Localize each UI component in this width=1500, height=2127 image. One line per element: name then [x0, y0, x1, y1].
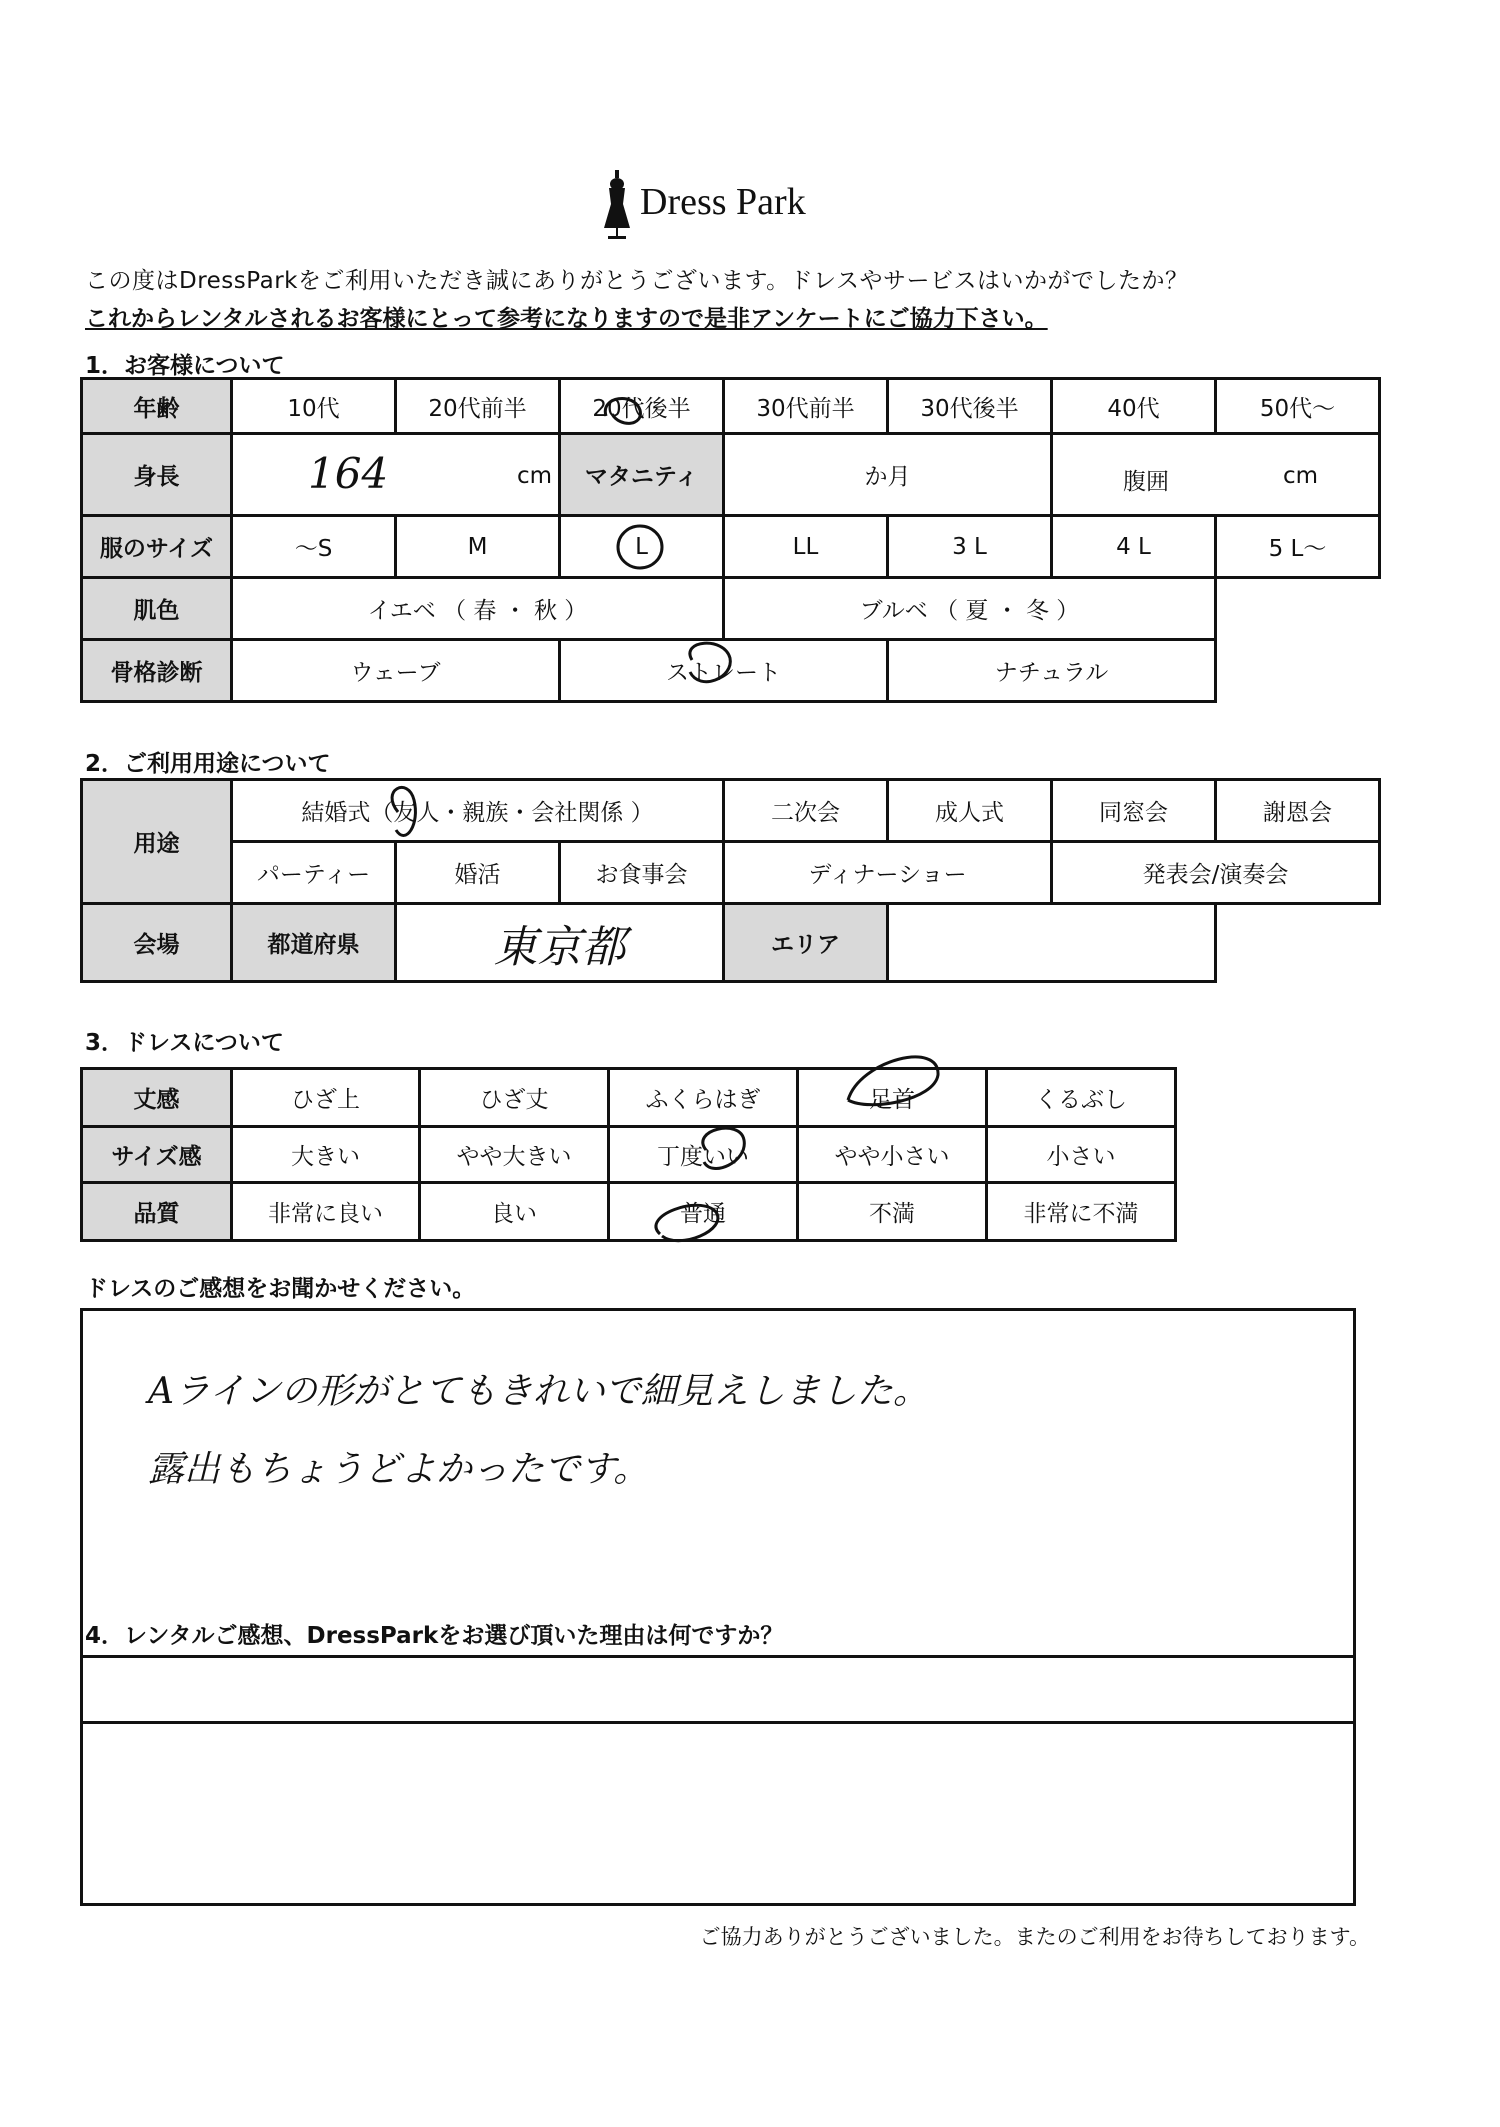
quality-row	[82, 1183, 1176, 1241]
intro-text: この度はDressParkをご利用いただき誠にありがとうございます。ドレスやサービスはいかがでしたか？	[85, 268, 1189, 294]
length-option[interactable]: くるぶし	[987, 1069, 1176, 1127]
purpose-option[interactable]: 婚活	[396, 842, 560, 904]
prefecture-label: 都道府県	[232, 904, 396, 982]
size-option[interactable]: 5 L〜	[1216, 516, 1380, 578]
comment-line: 露出もちょうどよかったです。	[148, 1449, 650, 1490]
length-option[interactable]: ふくらはぎ	[609, 1069, 798, 1127]
size-option-selected[interactable]: L	[560, 516, 724, 578]
purpose-option[interactable]: ディナーショー	[724, 842, 1052, 904]
age-option[interactable]: 10代	[232, 379, 396, 434]
comment-prompt: ドレスのご感想をお聞かせください。	[85, 1276, 476, 1302]
footer-thanks: ご協力ありがとうございました。またのご利用をお待ちしております。	[699, 1925, 1370, 1949]
age-option[interactable]: 30代後半	[888, 379, 1052, 434]
prefecture-value[interactable]: 東京都	[396, 904, 724, 982]
frame-option[interactable]: ナチュラル	[888, 640, 1216, 702]
length-row	[82, 1069, 1176, 1127]
purpose-table	[80, 778, 1381, 983]
fit-label: サイズ感	[82, 1127, 232, 1183]
fit-option[interactable]: 小さい	[987, 1127, 1176, 1183]
age-label: 年齢	[82, 379, 232, 434]
waist-label: 腹囲	[1123, 469, 1169, 495]
section-1-title: 1．お客様について	[85, 353, 285, 379]
purpose-option[interactable]: 発表会/演奏会	[1052, 842, 1380, 904]
size-label: 服のサイズ	[82, 516, 232, 578]
waist-field[interactable]	[1052, 434, 1380, 516]
skin-blue-option[interactable]: ブルベ （ 夏 ・ 冬 ）	[724, 578, 1216, 640]
height-field[interactable]	[232, 434, 560, 516]
skin-yellow-option[interactable]: イエベ （ 春 ・ 秋 ）	[232, 578, 724, 640]
quality-label: 品質	[82, 1183, 232, 1241]
fit-option[interactable]: やや小さい	[798, 1127, 987, 1183]
age-option[interactable]: 50代〜	[1216, 379, 1380, 434]
section-2-title: 2．ご利用用途について	[85, 751, 331, 777]
age-row	[82, 379, 1380, 434]
purpose-option[interactable]: お食事会	[560, 842, 724, 904]
height-unit: cm	[516, 463, 552, 489]
skin-row	[82, 578, 1380, 640]
fit-option[interactable]: 大きい	[232, 1127, 420, 1183]
frame-row	[82, 640, 1380, 702]
length-option[interactable]: ひざ丈	[420, 1069, 609, 1127]
quality-option[interactable]: 良い	[420, 1183, 609, 1241]
size-option[interactable]: 〜S	[232, 516, 396, 578]
venue-label: 会場	[82, 904, 232, 982]
age-option[interactable]: 40代	[1052, 379, 1216, 434]
waist-unit: cm	[1282, 463, 1318, 489]
purpose-option-selected[interactable]: 結婚式（友人・親族・会社関係 ）	[232, 780, 724, 842]
age-option[interactable]: 20代前半	[396, 379, 560, 434]
size-option[interactable]: 3 L	[888, 516, 1052, 578]
area-value[interactable]	[888, 904, 1216, 982]
skin-label: 肌色	[82, 578, 232, 640]
fit-row	[82, 1127, 1176, 1183]
quality-option[interactable]: 不満	[798, 1183, 987, 1241]
length-option[interactable]: ひざ上	[232, 1069, 420, 1127]
height-value: 164	[308, 449, 389, 498]
frame-label: 骨格診断	[82, 640, 232, 702]
purpose-option[interactable]: 成人式	[888, 780, 1052, 842]
quality-option-selected[interactable]: 普通	[609, 1183, 798, 1241]
maternity-months-field[interactable]: か月	[724, 434, 1052, 516]
height-label: 身長	[82, 434, 232, 516]
venue-row	[82, 904, 1380, 982]
height-row	[82, 434, 1380, 516]
customer-table	[80, 377, 1381, 703]
size-row	[82, 516, 1380, 578]
brand-logo	[600, 170, 840, 240]
purpose-row-1	[82, 780, 1380, 842]
length-option-selected[interactable]: 足首	[798, 1069, 987, 1127]
purpose-label: 用途	[82, 780, 232, 904]
fit-option[interactable]: やや大きい	[420, 1127, 609, 1183]
section-3-title: 3．ドレスについて	[85, 1030, 284, 1056]
size-option[interactable]: 4 L	[1052, 516, 1216, 578]
area-label: エリア	[724, 904, 888, 982]
purpose-option[interactable]: 同窓会	[1052, 780, 1216, 842]
frame-option[interactable]: ウェーブ	[232, 640, 560, 702]
length-label: 丈感	[82, 1069, 232, 1127]
purpose-option[interactable]: パーティー	[232, 842, 396, 904]
dress-form-icon	[600, 170, 634, 240]
section-4-title: 4．レンタルご感想、DressParkをお選び頂いた理由は何ですか？	[85, 1623, 784, 1649]
maternity-label: マタニティ	[560, 434, 724, 516]
reason-box[interactable]	[80, 1655, 1356, 1906]
frame-option-selected[interactable]: ストレート	[560, 640, 888, 702]
intro-request: これからレンタルされるお客様にとって参考になりますので是非アンケートにご協力下さい。	[85, 306, 1048, 332]
purpose-option[interactable]: 謝恩会	[1216, 780, 1380, 842]
purpose-option[interactable]: 二次会	[724, 780, 888, 842]
brand-name: Dress Park	[640, 181, 806, 223]
quality-option[interactable]: 非常に不満	[987, 1183, 1176, 1241]
comment-line: Aラインの形がとてもきれいで細見えしました。	[148, 1371, 929, 1412]
age-option[interactable]: 30代前半	[724, 379, 888, 434]
purpose-row-2	[82, 842, 1380, 904]
age-option-selected[interactable]: 20代後半	[560, 379, 724, 434]
quality-option[interactable]: 非常に良い	[232, 1183, 420, 1241]
size-option[interactable]: M	[396, 516, 560, 578]
dress-table	[80, 1067, 1177, 1242]
size-option[interactable]: LL	[724, 516, 888, 578]
fit-option-selected[interactable]: 丁度いい	[609, 1127, 798, 1183]
